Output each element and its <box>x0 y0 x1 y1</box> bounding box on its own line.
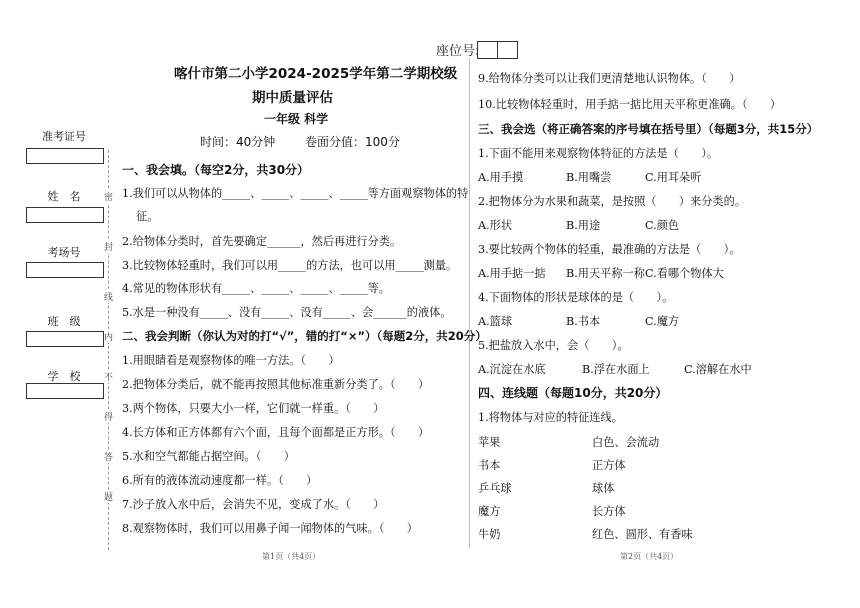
question-line: 7.沙子放入水中后，会消失不见，变成了水。（ ） <box>122 498 385 511</box>
question-line: 2.把物体分为水果和蔬菜，是按照（ ）来分类的。 <box>478 195 746 208</box>
option-b: B.书本 <box>566 315 601 328</box>
binding-char: 内 <box>104 330 113 343</box>
question-line: 8.观察物体时，我们可以用鼻子闻一闻物体的气味。（ ） <box>122 522 418 535</box>
question-line: 6.所有的液体流动速度都一样。（ ） <box>122 474 318 487</box>
section-fill-title: 一、我会填。（每空2分，共30分） <box>122 163 310 177</box>
match-object: 牛奶 <box>478 528 501 541</box>
match-object: 书本 <box>478 459 501 472</box>
exam-score: 卷面分值：100分 <box>305 135 400 149</box>
exam-room-field[interactable] <box>26 262 104 278</box>
question-line: 征。 <box>136 210 159 223</box>
question-line: 5.把盐放入水中，会（ ）。 <box>478 339 629 352</box>
seat-number-box[interactable] <box>497 41 518 59</box>
match-feature: 白色、会流动 <box>592 436 660 449</box>
question-line: 4.下面物体的形状是球体的是（ ）。 <box>478 291 674 304</box>
option-b: B.用途 <box>566 219 601 232</box>
question-line: 1.下面不能用来观察物体特征的方法是（ ）。 <box>478 147 719 160</box>
match-object: 苹果 <box>478 436 501 449</box>
school-field[interactable] <box>26 383 104 399</box>
match-feature: 长方体 <box>592 505 626 518</box>
page-footer-right: 第2页（共4页） <box>620 552 679 561</box>
match-object: 魔方 <box>478 505 501 518</box>
question-line: 4.常见的物体形状有_____、_____、_____、_____等。 <box>122 282 390 295</box>
seat-number-boxes <box>477 41 517 59</box>
option-b: B.用嘴尝 <box>566 171 612 184</box>
match-feature: 红色、圆形、有香味 <box>592 528 693 541</box>
section-match-title: 四、连线题（每题10分，共20分） <box>478 386 668 400</box>
seat-number-label: 座位号: <box>436 44 480 59</box>
column-divider <box>469 58 470 548</box>
match-feature: 球体 <box>592 482 615 495</box>
question-line: 3.要比较两个物体的轻重，最准确的方法是（ ）。 <box>478 243 741 256</box>
option-c: C.溶解在水中 <box>684 363 752 376</box>
exam-time: 时间：40分钟 <box>200 135 276 149</box>
exam-id-label: 准考证号 <box>42 130 86 143</box>
question-line: 1.我们可以从物体的_____、_____、_____、_____等方面观察物体的特 <box>122 187 469 200</box>
grade-subject: 一年级 科学 <box>264 112 329 126</box>
question-line: 2.给物体分类时，首先要确定______，然后再进行分类。 <box>122 235 402 248</box>
name-label: 姓 名 <box>47 190 81 203</box>
exam-room-label: 考场号 <box>47 246 81 259</box>
section-judge-title: 二、我会判断（你认为对的打“√”，错的打“×”）（每题2分，共20分） <box>122 329 487 343</box>
option-c: C.用耳朵听 <box>645 171 702 184</box>
option-b: B.用天平称一称 <box>566 267 645 280</box>
binding-char: 线 <box>104 290 113 303</box>
question-line: 3.比较物体轻重时，我们可以用_____的方法，也可以用_____测量。 <box>122 259 458 272</box>
name-field[interactable] <box>26 207 104 223</box>
question-line: 9.给物体分类可以让我们更清楚地认识物体。（ ） <box>478 72 741 85</box>
binding-char: 不 <box>104 370 113 383</box>
school-label: 学 校 <box>47 370 81 383</box>
option-c: C.魔方 <box>645 315 680 328</box>
exam-id-field[interactable] <box>26 148 104 164</box>
option-c: C.颜色 <box>645 219 680 232</box>
binding-char: 密 <box>104 190 113 203</box>
section-choice-title: 三、我会选（将正确答案的序号填在括号里）（每题3分，共15分） <box>478 122 819 136</box>
option-a: A.用手摸 <box>478 171 524 184</box>
option-a: A.形状 <box>478 219 513 232</box>
question-line: 1.用眼睛看是观察物体的唯一方法。（ ） <box>122 354 340 367</box>
exam-title: 喀什市第二小学2024-2025学年第二学期校级 <box>174 66 458 82</box>
seat-number-box[interactable] <box>477 41 498 59</box>
question-line: 2.把物体分类后，就不能再按照其他标准重新分类了。（ ） <box>122 378 430 391</box>
binding-char: 封 <box>104 240 113 253</box>
option-b: B.浮在水面上 <box>582 363 650 376</box>
option-a: A.篮球 <box>478 315 513 328</box>
class-field[interactable] <box>26 331 104 347</box>
exam-subtitle: 期中质量评估 <box>252 90 333 106</box>
question-line: 10.比较物体轻重时，用手掂一掂比用天平称更准确。（ ） <box>478 98 782 111</box>
binding-char: 题 <box>104 490 113 503</box>
binding-char: 得 <box>104 410 113 423</box>
page-footer-left: 第1页（共4页） <box>262 552 321 561</box>
question-line: 5.水和空气都能占据空间。（ ） <box>122 450 295 463</box>
question-line: 3.两个物体，只要大小一样，它们就一样重。（ ） <box>122 402 385 415</box>
match-object: 乒乓球 <box>478 482 512 495</box>
match-feature: 正方体 <box>592 459 626 472</box>
question-line: 4.长方体和正方体都有六个面，且每个面都是正方形。（ ） <box>122 426 430 439</box>
option-a: A.用手掂一掂 <box>478 267 546 280</box>
binding-char: 答 <box>104 450 113 463</box>
option-c: C.看哪个物体大 <box>645 267 724 280</box>
question-line: 5.水是一种没有_____、没有_____、没有_____、会______的液体。 <box>122 306 452 319</box>
question-line: 1.将物体与对应的特征连线。 <box>478 411 623 424</box>
class-label: 班 级 <box>47 315 81 328</box>
option-a: A.沉淀在水底 <box>478 363 546 376</box>
